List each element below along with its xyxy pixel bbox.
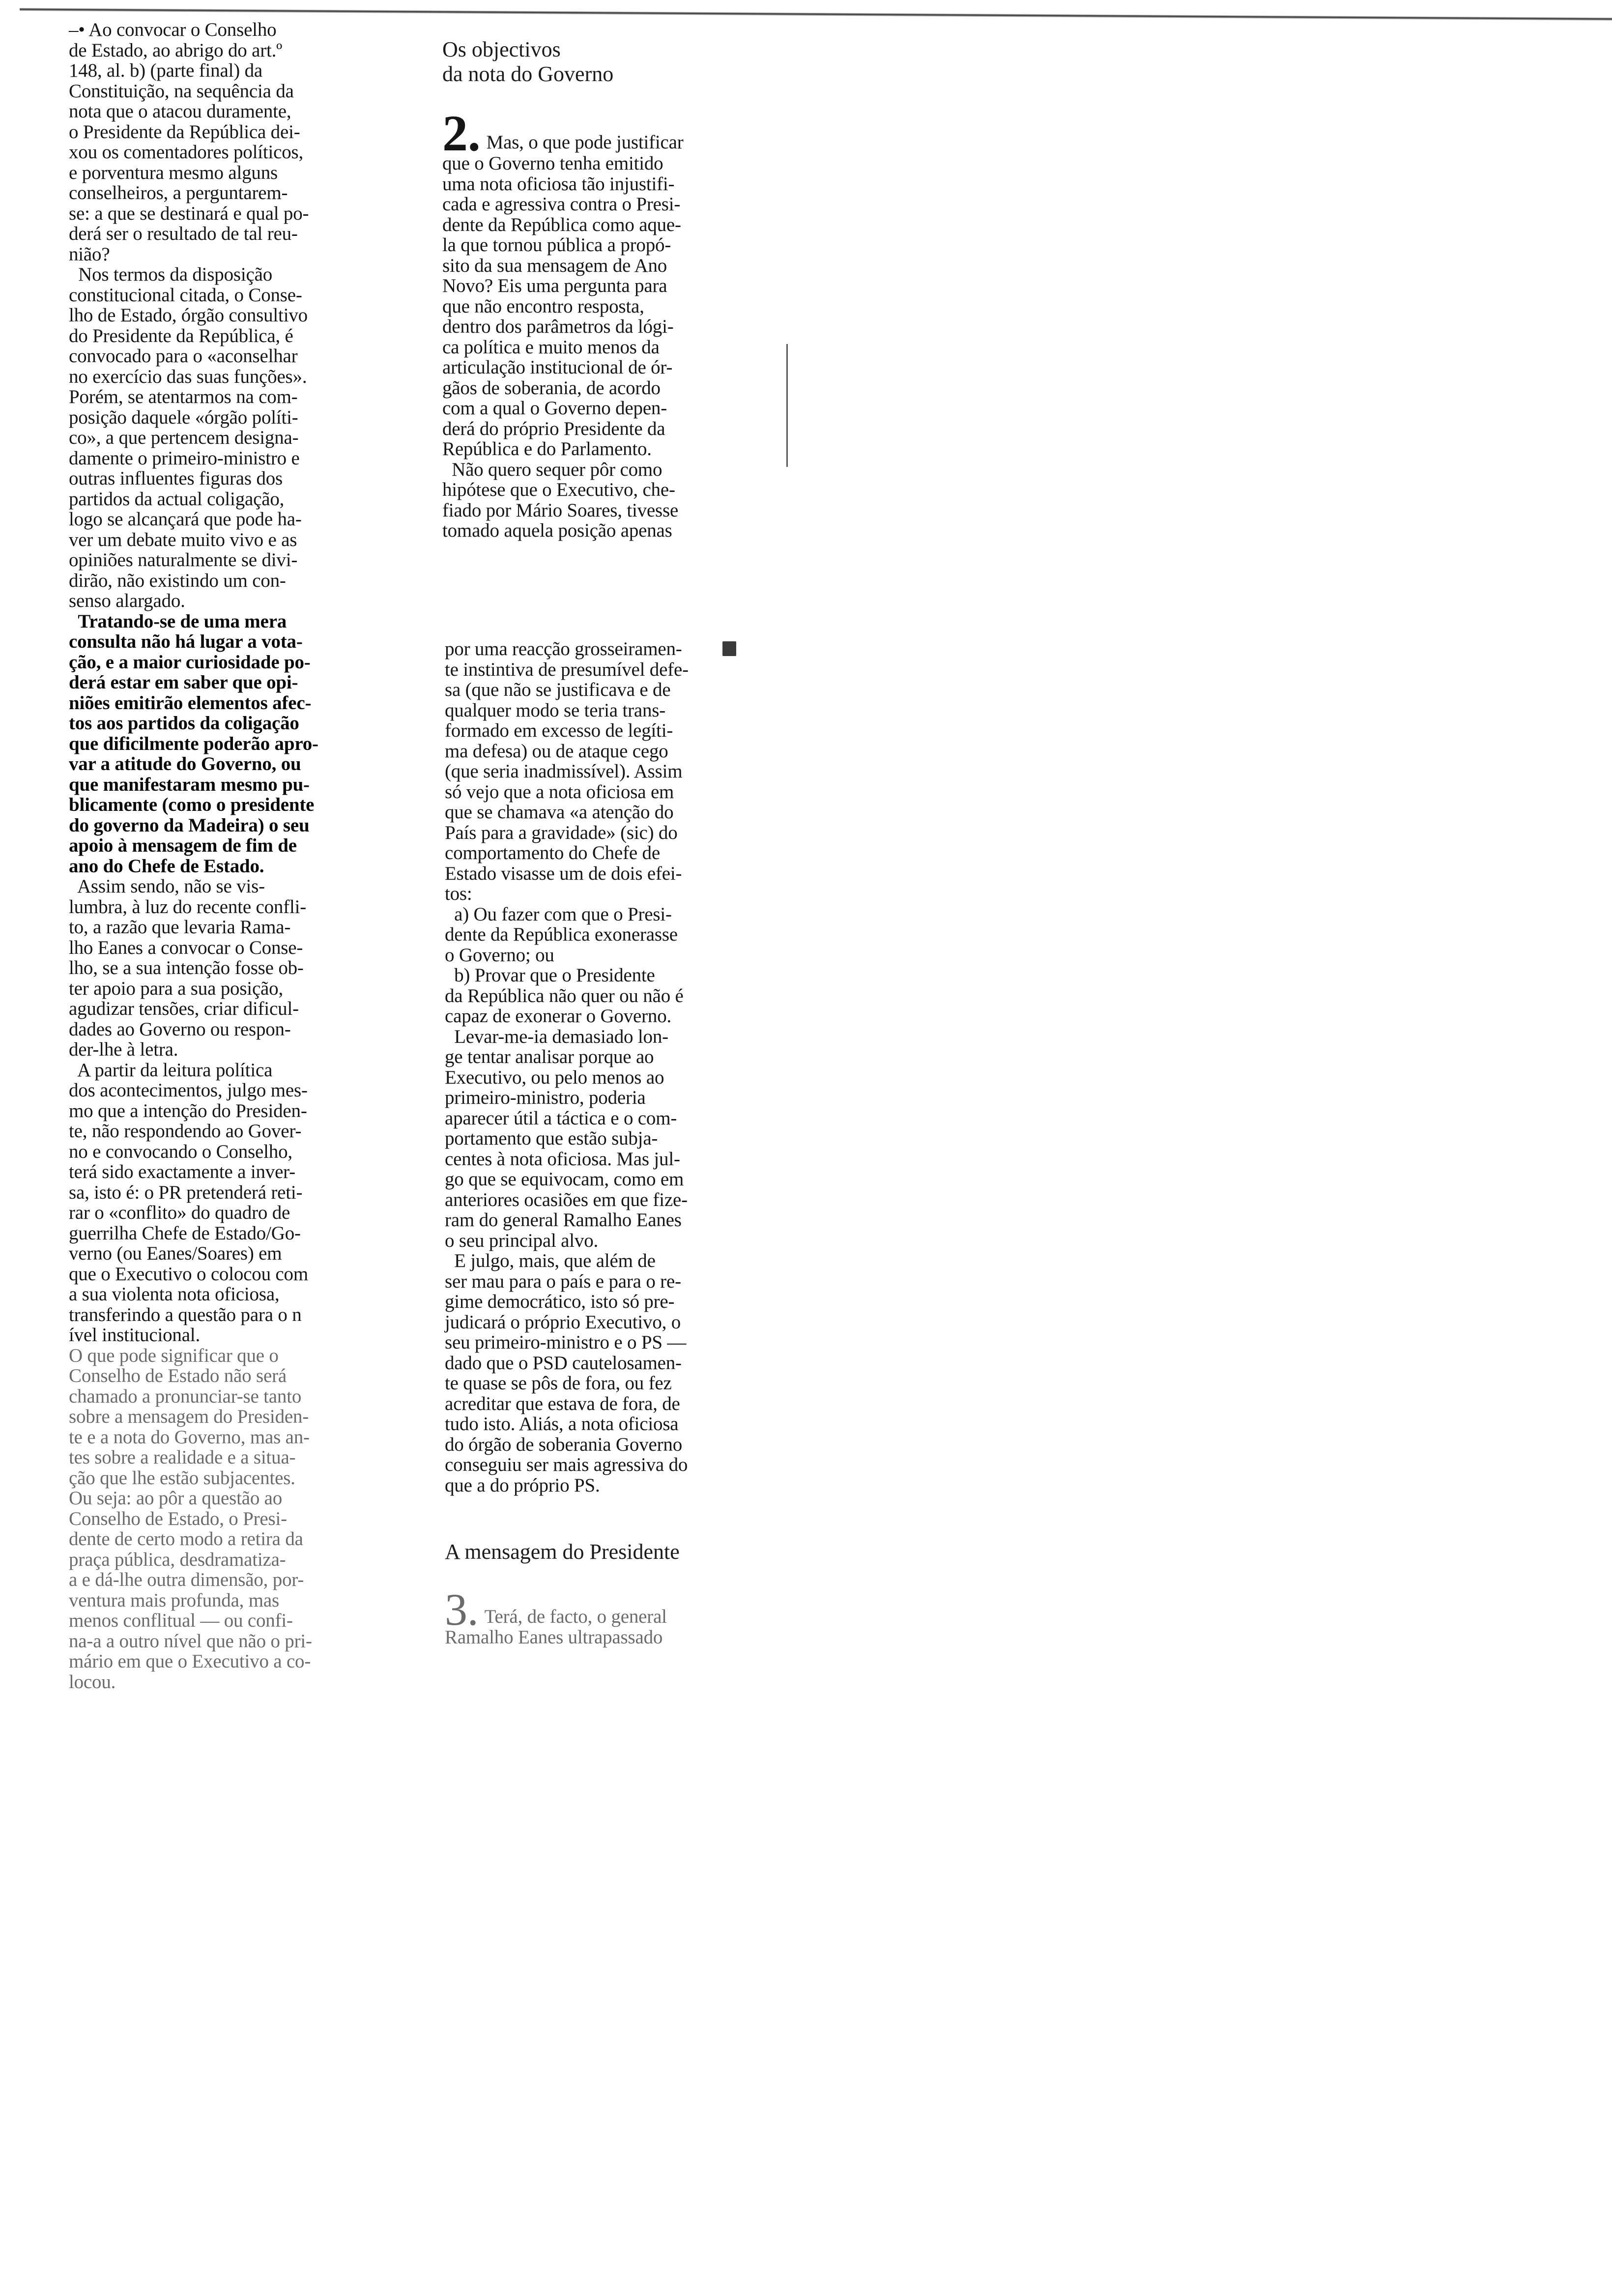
paragraph-left-7: Ou seja: ao pôr a questão ao Conselho de Estado, o Presi- dente de certo modo a retira da praça pública, desdramatiza- a e dá-lhe outra dimensão, por- ventura mais profunda, mas menos conflitual — ou confi- na-a a outro nível que não o pri- mário em que o Executivo a co- locou. [69,1488,312,1693]
right-column-bottom [445,639,754,1648]
paragraph-right-4: Levar-me-ia demasiado lon- ge tentar analisar porque ao Executivo, ou pelo menos ao primeiro-ministro, poderia aparecer útil a táctica e o com- portamento que estão subja- centes à nota oficiosa. Mas jul- go que se equivocam, como em anteriores ocasiões em que fize- ram do general Ramalho Eanes o seu principal alvo. [445,1026,688,1251]
paragraph-right-3: por uma reacção grosseiramen- te instintiva de presumível defe- sa (que não se justificava e de qualquer modo se teria trans- formado em excesso de legíti- ma defesa) ou de ataque cego (que seria inadmissível). Assim só vejo que a nota oficiosa em que se chamava «a atenção do País para a gravidade» (sic) do comportamento do Chefe de Estado visasse um de dois efei- tos: [445,638,689,904]
section-heading-objectivos: Os objectivos da nota do Governo [442,37,614,86]
margin-mark [786,344,788,467]
paragraph-right-2: Não quero sequer pôr como hipótese que o Executivo, che- fiado por Mário Soares, tivesse tomado aquela posição apenas [442,459,679,541]
right-column-top [442,37,757,541]
paragraph-left-3: Tratando-se de uma mera consulta não há lugar a vota- ção, e a maior curiosidade po- derá estar em saber que opi- niões emitirão elementos afec- tos aos partidos da coligação que dificilmente poderão apro- var a atitude do Governo, ou que manifestaram mesmo pu- blicamente (como o presidente do governo da Madeira) o seu apoio à mensagem de fim de ano do Chefe de Estado. [69,610,318,877]
section-heading-mensagem: A mensagem do Presidente [445,1540,680,1564]
section-number-3: 3. [445,1584,479,1635]
paragraph-left-2: Nos termos da disposição constitucional citada, o Conse- lho de Estado, órgão consultivo do Presidente da República, é convocado para o «aconselhar no exercício das suas funções». Porém, se atentarmos na com- posição daquele «órgão políti- co», a que pertencem designa- damente o primeiro-ministro e outras influentes figuras dos partidos da actual coligação, logo se alcançará que pode ha- ver um debate muito vivo e as opiniões naturalmente se divi- dirão, não existindo um con- senso alargado. [69,264,308,611]
paragraph-left-4: Assim sendo, não se vis- lumbra, à luz do recente confli- to, a razão que levaria Rama- lho Eanes a convocar o Conse- lho, se a sua intenção fosse ob- ter apoio para a sua posição, agudizar tensões, criar dificul- dades ao Governo ou respon- der-lhe à letra. [69,876,307,1060]
paragraph-right-1: 2. Mas, o que pode justificar que o Governo tenha emitido uma nota oficiosa tão injustifi- cada e agressiva contra o Presi- dente da República como aque- la que tornou pública a propó- sito da sua mensagem de Ano Novo? Eis uma pergunta para que não encontro resposta, dentro dos parâmetros da lógi- ca política e muito menos da articulação institucional de ór- gãos de soberania, de acordo com a qual o Governo depen- derá do próprio Presidente da República e do Parlamento. [442,105,684,459]
paragraph-option-b: b) Provar que o Presidente da República não quer ou não é capaz de exonerar o Governo. [445,965,684,1027]
paragraph-left-1: –• Ao convocar o Conselho de Estado, ao abrigo do art.º 148, al. b) (parte final) da Constituição, na sequência da nota que o atacou duramente, o Presidente da República dei- xou os comentadores políticos, e porventura mesmo alguns conselheiros, a perguntarem- se: a que se destinará e qual po- derá ser o resultado de tal reu- nião? [69,19,309,265]
paragraph-section-3: 3. Terá, de facto, o general Ramalho Eanes ultrapassado [445,1584,667,1648]
paragraph-right-5: E julgo, mais, que além de ser mau para o país e para o re- gime democrático, isto só pre- judicará o próprio Executivo, o seu primeiro-ministro e o PS — dado que o PSD cautelosamen- te quase se pôs de fora, ou fez acreditar que estava de fora, de tudo isto. Aliás, a nota oficiosa do órgão de soberania Governo conseguiu ser mais agressiva do que a do próprio PS. [445,1250,688,1496]
section-number-2: 2. [442,105,481,162]
left-column [69,20,386,1692]
paragraph-left-6: O que pode significar que o Conselho de Estado não será chamado a pronunciar-se tanto sobre a mensagem do Presiden- te e a nota do Governo, mas an- tes sobre a realidade e a situa- ção que lhe estão subjacentes. [69,1345,310,1489]
paragraph-left-5: A partir da leitura política dos acontecimentos, julgo mes- mo que a intenção do Presiden- te, não respondendo ao Gover- no e convocando o Conselho, terá sido exactamente a inver- sa, isto é: o PR pretenderá reti- rar o «conflito» do quadro de guerrilha Chefe de Estado/Go- verno (ou Eanes/Soares) em que o Executivo o colocou com a sua violenta nota oficiosa, transferindo a questão para o n ível institucional. [69,1059,308,1346]
paragraph-option-a: a) Ou fazer com que o Presi- dente da República exonerasse o Governo; ou [445,903,678,966]
scan-smudge [722,641,736,656]
